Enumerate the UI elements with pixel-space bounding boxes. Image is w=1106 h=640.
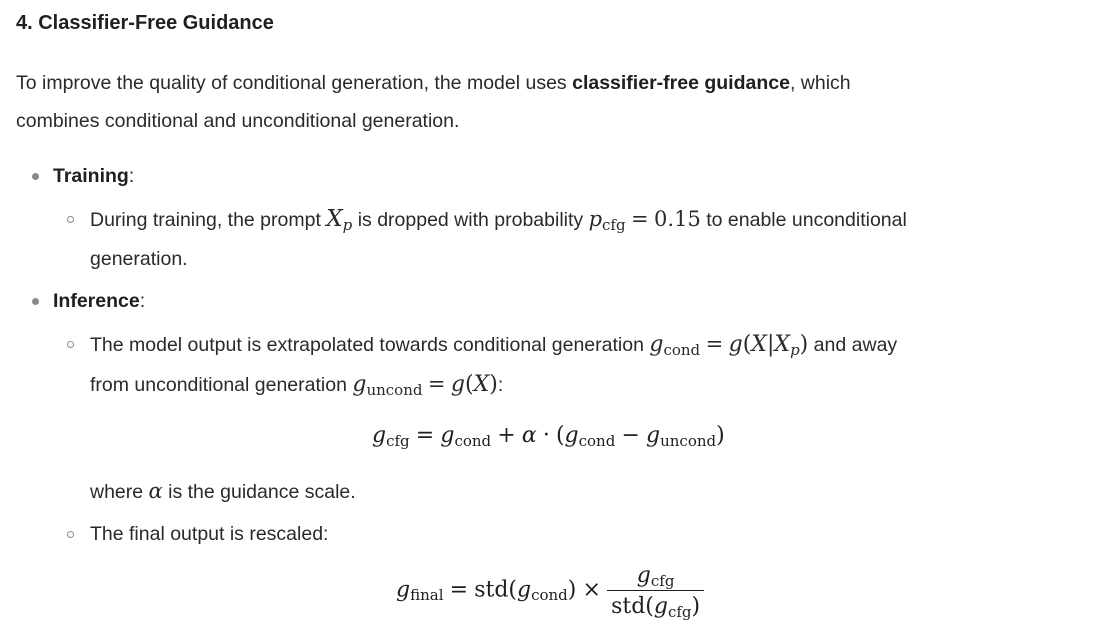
math-g: g: [352, 372, 367, 397]
bullet-dot: [32, 298, 39, 305]
math-g: g: [653, 594, 668, 619]
math-sub-cond: cond: [531, 586, 568, 605]
training-label: Training: [53, 165, 129, 187]
where-line: [90, 472, 356, 511]
section-heading: 4. Classifier-Free Guidance: [16, 12, 274, 34]
math-sub-uncond: uncond: [660, 432, 717, 450]
math-minus: −: [621, 423, 640, 448]
math-equals: =: [631, 207, 649, 231]
inference-line2-colon: :: [497, 374, 504, 396]
training-text-1: During training, the prompt: [90, 209, 327, 231]
math-sub-cfg: cfg: [650, 572, 675, 590]
where-text-2: is the guidance scale.: [162, 481, 356, 503]
math-g: g: [728, 332, 743, 357]
inference-bullet: [53, 282, 145, 320]
fraction-denominator: std(gcfg): [611, 594, 701, 621]
math-sub-cond: cond: [663, 341, 701, 359]
bullet-dot: [32, 173, 39, 180]
inference-text-2: and away: [808, 334, 898, 356]
math-equals: =: [427, 372, 446, 396]
training-bullet: [53, 157, 134, 195]
sub-bullet-circle: [67, 216, 74, 223]
math-sub-p: p: [342, 216, 353, 234]
math-cdot: ·: [542, 423, 550, 448]
math-x: X: [473, 372, 490, 397]
math-alpha: α: [148, 479, 163, 503]
intro-bold-term: classifier-free guidance: [572, 72, 790, 94]
math-std: std: [474, 577, 509, 603]
math-g: g: [636, 563, 651, 588]
math-g: g: [396, 577, 411, 603]
equation-cfg: gcfg = gcond + α · (gcond − guncond): [372, 423, 725, 450]
fraction-numerator: [607, 562, 704, 591]
equation-final: gfinal = std(gcond) × $\frac{\text{gcfg}}{\text{std(gcfg)}}$: [396, 562, 704, 619]
intro-text-end: , which: [789, 72, 851, 94]
inference-label: Inference: [53, 290, 140, 312]
math-g: g: [440, 423, 455, 448]
math-sub-p: p: [790, 341, 800, 359]
inference-line2-text: from unconditional generation: [90, 374, 353, 396]
math-sub-final: final: [410, 586, 444, 605]
math-g: g: [649, 332, 664, 357]
math-bar: |: [766, 332, 775, 357]
math-g: g: [450, 372, 465, 397]
math-sub-uncond: uncond: [366, 381, 423, 399]
math-sub-cfg: cfg: [667, 603, 692, 621]
math-fraction: [607, 562, 704, 619]
math-sub-cond: cond: [454, 432, 492, 450]
inference-colon: :: [139, 290, 146, 312]
math-g: g: [372, 423, 387, 448]
training-item: [90, 200, 1080, 278]
math-g: g: [517, 577, 532, 603]
math-times: ×: [582, 577, 601, 603]
math-equals: =: [705, 332, 724, 356]
training-colon: :: [128, 165, 135, 187]
math-g: g: [646, 423, 661, 448]
inference-text-1: The model output is extrapolated towards conditional generation: [90, 334, 650, 356]
math-p: p: [588, 207, 603, 231]
training-text-2: is dropped with probability: [352, 209, 589, 231]
training-text-3: to enable unconditional: [700, 209, 907, 231]
sub-bullet-circle: [67, 341, 74, 348]
math-plus: +: [497, 423, 516, 448]
math-std: std: [611, 594, 646, 619]
math-sub-cond: cond: [578, 432, 616, 450]
math-x: X: [751, 332, 767, 357]
intro-line2: combines conditional and unconditional generation.: [16, 110, 460, 132]
math-x: X: [774, 332, 791, 357]
math-sub-cfg: cfg: [602, 216, 626, 234]
inference-item-1: The model output is extrapolated towards conditional generation $g_{cond} = g(X|X_p)$ and away from unconditional generation $g_{uncond} = g(X)$:: [90, 332, 898, 399]
math-sub-cfg: cfg: [386, 432, 410, 450]
math-p-value: 0.15: [654, 207, 701, 231]
training-text-line2: generation.: [90, 248, 188, 270]
where-text-1: where: [90, 481, 149, 503]
sub-bullet-circle: [67, 531, 74, 538]
math-alpha: α: [521, 423, 537, 448]
intro-paragraph: [16, 64, 1016, 140]
intro-text: To improve the quality of conditional generation, the model uses: [16, 72, 573, 94]
math-g: g: [564, 423, 579, 448]
inference-item-2: [90, 515, 328, 553]
math-x: X: [326, 206, 343, 232]
math-equals: =: [415, 423, 435, 448]
rescaled-text: The final output is rescaled:: [90, 523, 329, 545]
math-equals: =: [449, 577, 469, 603]
